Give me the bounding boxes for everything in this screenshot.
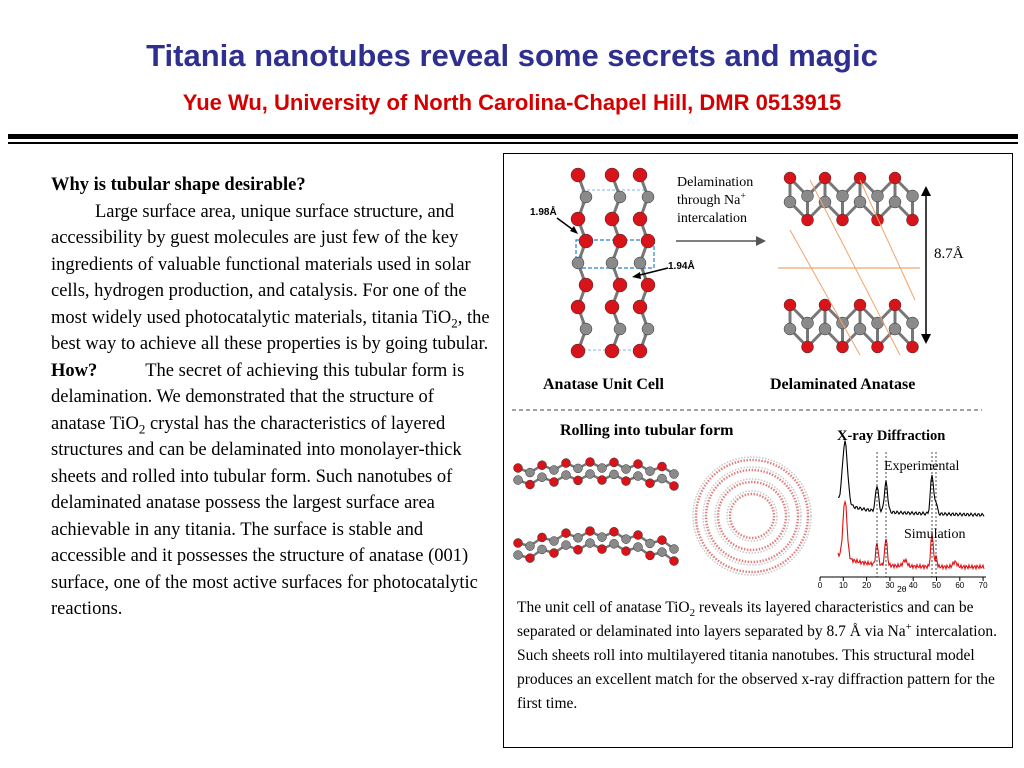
titanium-atom [889, 196, 901, 208]
titanium-atom [854, 323, 866, 335]
titanium-atom [646, 539, 655, 548]
titanium-atom [907, 190, 919, 202]
xrd-x-label: 2θ [897, 584, 907, 594]
oxygen-atom [889, 172, 901, 184]
titanium-atom [854, 196, 866, 208]
oxygen-atom [605, 300, 619, 314]
oxygen-atom [610, 527, 619, 536]
oxygen-atom [646, 479, 655, 488]
xrd-tick-label: 40 [908, 581, 918, 590]
titanium-atom [642, 191, 654, 203]
slide-subtitle: Yue Wu, University of North Carolina-Chapel Hill, DMR 0513915 [182, 90, 842, 115]
oxygen-atom [613, 278, 627, 292]
bond-arrowhead-1 [570, 226, 578, 234]
oxygen-atom [872, 341, 884, 353]
titanium-atom [837, 190, 849, 202]
oxygen-atom [658, 536, 667, 545]
titanium-atom [658, 474, 667, 483]
xrd-tick-label: 0 [817, 581, 823, 590]
xrd-tick-label: 10 [838, 581, 848, 590]
oxygen-atom [579, 234, 593, 248]
oxygen-atom [571, 344, 585, 358]
oxygen-atom [634, 531, 643, 540]
oxygen-atom [514, 464, 523, 473]
oxygen-atom [526, 480, 535, 489]
layer-spacing-label: 8.7Å [934, 246, 964, 262]
titanium-atom [670, 545, 679, 554]
figure-caption: The unit cell of anatase TiO$_2$ reveals its layered characteristics and can be separated or delaminated into layers separated by 8.7 Å via Na+ intercalation. Such sheets roll into multilayered titania nanotubes. This structural model produces an excellent match for the observed x-ray diffraction pattern for the first time. [517, 599, 997, 712]
titanium-atom [658, 548, 667, 557]
titanium-atom [872, 190, 884, 202]
xrd-tick-label: 30 [885, 581, 895, 590]
paragraph-1: Large surface area, unique surface structure, and accessibility by guest molecules are just few of the key ingredients of valuable functional materials used in solar cells, hydrogen production, and catalysis. For one of the most widely used photocatalytic materials, titania TiO$_2$, the best way to achieve all these properties is by going tubular. [51, 201, 490, 354]
titanium-atom [634, 543, 643, 552]
oxygen-atom [613, 234, 627, 248]
titanium-atom [580, 191, 592, 203]
oxygen-atom [605, 212, 619, 226]
titanium-atom [622, 465, 631, 474]
delaminated-anatase-label: Delaminated Anatase [770, 376, 916, 393]
oxygen-atom [622, 477, 631, 486]
oxygen-atom [658, 462, 667, 471]
xrd-tick-label: 20 [862, 581, 872, 590]
oxygen-atom [784, 299, 796, 311]
titanium-atom [586, 470, 595, 479]
titanium-atom [802, 317, 814, 329]
delamination-label: Delamination through Na+ intercalation [677, 175, 754, 226]
titanium-atom [614, 323, 626, 335]
titanium-atom [670, 470, 679, 479]
titanium-atom [538, 473, 547, 482]
bond-length-label-2: 1.94Å [668, 261, 695, 272]
xrd-tick-label: 50 [932, 581, 941, 590]
xrd-tick-label: 60 [955, 581, 965, 590]
oxygen-atom [854, 299, 866, 311]
oxygen-atom [907, 341, 919, 353]
oxygen-atom [571, 168, 585, 182]
nanotube-ring [730, 494, 774, 538]
oxygen-atom [633, 168, 647, 182]
simulation-label: Simulation [904, 527, 966, 542]
titanium-atom [538, 545, 547, 554]
titanium-atom [646, 467, 655, 476]
oxygen-atom [550, 549, 559, 558]
oxygen-atom [562, 529, 571, 538]
delamination-arrowhead [756, 236, 766, 246]
titanium-atom [784, 196, 796, 208]
oxygen-atom [574, 545, 583, 554]
titanium-atom [642, 323, 654, 335]
oxygen-atom [837, 341, 849, 353]
oxygen-atom [641, 234, 655, 248]
oxygen-atom [837, 214, 849, 226]
oxygen-atom [633, 212, 647, 226]
titanium-atom [598, 533, 607, 542]
oxygen-atom [610, 458, 619, 467]
titanium-atom [819, 323, 831, 335]
oxygen-atom [784, 172, 796, 184]
paragraph-2: How? The secret of achieving this tubular form is delamination. We demonstrated that the structure of anatase TiO$_2$ crystal has the characteristics of layered structures and can be delaminated into monolayer-thick sheets and rolled into tubular form. Such nanotubes of delaminated anatase possess the largest surface area achievable in any titania. The surface is stable and accessible and it possesses the structure of anatase (001) surface, one of the most active surfaces for photocatalytic reactions. [51, 360, 478, 619]
titanium-atom [784, 323, 796, 335]
oxygen-atom [633, 300, 647, 314]
oxygen-atom [641, 278, 655, 292]
titanium-atom [889, 323, 901, 335]
oxygen-atom [819, 172, 831, 184]
titanium-atom [550, 466, 559, 475]
oxygen-atom [550, 478, 559, 487]
titanium-atom [574, 533, 583, 542]
oxygen-atom [872, 214, 884, 226]
titanium-atom [562, 471, 571, 480]
oxygen-atom [670, 557, 679, 566]
bond-arrowhead-2 [632, 272, 641, 279]
oxygen-atom [514, 539, 523, 548]
titanium-atom [574, 464, 583, 473]
oxygen-atom [586, 527, 595, 536]
oxygen-atom [605, 344, 619, 358]
oxygen-atom [571, 300, 585, 314]
nanotube-ring [693, 457, 811, 575]
titanium-atom [598, 464, 607, 473]
nanotube-ring [718, 482, 786, 550]
anatase-unit-cell-model [571, 168, 655, 358]
titanium-atom [514, 476, 523, 485]
oxygen-atom [605, 168, 619, 182]
oxygen-atom [574, 476, 583, 485]
titanium-atom [562, 541, 571, 550]
rolling-sheet-models [514, 458, 679, 566]
guide-line [790, 230, 860, 355]
xrd-tick-label: 70 [978, 581, 988, 590]
oxygen-atom [598, 545, 607, 554]
titanium-atom [526, 468, 535, 477]
oxygen-atom [633, 344, 647, 358]
oxygen-atom [670, 482, 679, 491]
titanium-atom [580, 323, 592, 335]
titanium-atom [586, 539, 595, 548]
oxygen-atom [579, 278, 593, 292]
titanium-atom [907, 317, 919, 329]
oxygen-atom [889, 299, 901, 311]
spacing-arrowhead-bottom [921, 334, 931, 344]
oxygen-atom [646, 551, 655, 560]
oxygen-atom [854, 172, 866, 184]
oxygen-atom [634, 460, 643, 469]
oxygen-atom [526, 554, 535, 563]
titanium-atom [614, 191, 626, 203]
slide-title: Titania nanotubes reveal some secrets and magic [146, 38, 878, 73]
rolling-label: Rolling into tubular form [560, 422, 734, 439]
titanium-atom [572, 257, 584, 269]
titanium-atom [514, 551, 523, 560]
nanotube-ring [715, 479, 789, 553]
titanium-atom [606, 257, 618, 269]
oxygen-atom [907, 214, 919, 226]
nanotube-ring [706, 470, 798, 562]
oxygen-atom [538, 461, 547, 470]
oxygen-atom [586, 458, 595, 467]
titanium-atom [802, 190, 814, 202]
oxygen-atom [622, 547, 631, 556]
nanotube-cross-section [693, 457, 811, 575]
anatase-unit-cell-label: Anatase Unit Cell [543, 376, 664, 393]
titanium-atom [622, 535, 631, 544]
oxygen-atom [571, 212, 585, 226]
titanium-atom [526, 542, 535, 551]
oxygen-atom [562, 459, 571, 468]
bond-length-label-1: 1.98Å [530, 207, 557, 218]
titanium-atom [634, 257, 646, 269]
xrd-experimental-curve [838, 441, 984, 517]
spacing-arrowhead-top [921, 186, 931, 196]
oxygen-atom [538, 533, 547, 542]
titanium-atom [610, 470, 619, 479]
how-label: How? [51, 360, 98, 381]
titanium-atom [634, 472, 643, 481]
nanotube-ring [696, 460, 808, 572]
oxygen-atom [802, 214, 814, 226]
titanium-atom [610, 539, 619, 548]
xrd-title: X-ray Diffraction [837, 428, 946, 444]
oxygen-atom [598, 476, 607, 485]
experimental-label: Experimental [884, 459, 960, 474]
oxygen-atom [802, 341, 814, 353]
section-heading: Why is tubular shape desirable? [51, 175, 306, 195]
nanotube-ring [727, 491, 777, 541]
titanium-atom [550, 537, 559, 546]
